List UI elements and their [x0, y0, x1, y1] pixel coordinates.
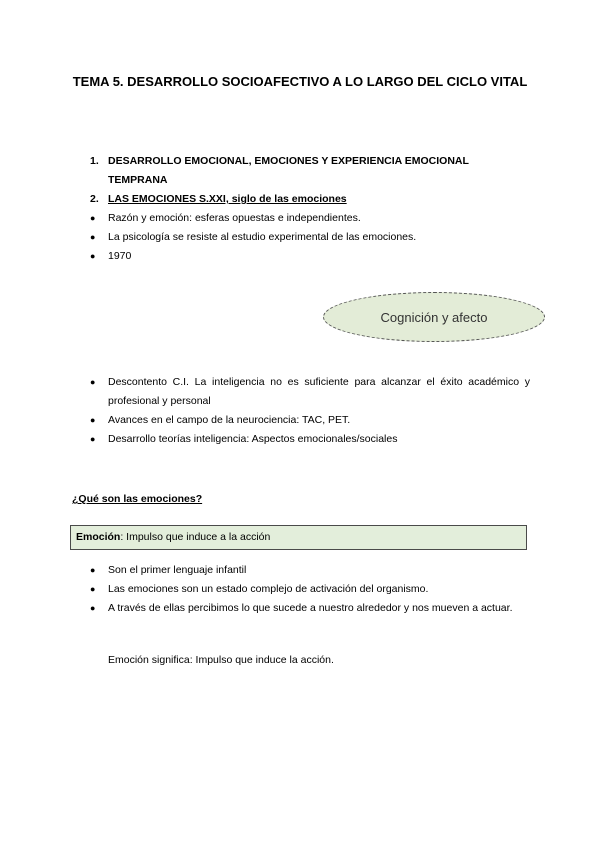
section-heading-2 [90, 190, 530, 209]
list-item: ● Son el primer lenguaje infantil [90, 561, 530, 580]
section-number: 1. [90, 155, 99, 167]
section-number: 2. [90, 193, 99, 205]
bullet-icon: ● [90, 415, 96, 425]
closing-sentence: Emoción significa: Impulso que induce la acción. [108, 654, 334, 666]
section-text: LAS EMOCIONES S.XXI, siglo de las emociones [108, 193, 347, 205]
definition-term: Emoción [76, 531, 121, 543]
list-item: ● Razón y emoción: esferas opuestas e independientes. [90, 209, 530, 228]
list-item: ● Desarrollo teorías inteligencia: Aspectos emocionales/sociales [90, 430, 530, 449]
bullet-icon: ● [90, 377, 96, 387]
section-text: DESARROLLO EMOCIONAL, EMOCIONES Y EXPERIENCIA EMOCIONAL TEMPRANA [108, 155, 469, 186]
bullet-icon: ● [90, 232, 96, 242]
list-item: ● A través de ellas percibimos lo que sucede a nuestro alrededor y nos mueven a actuar. [90, 599, 530, 618]
section-heading-1 [90, 152, 530, 190]
bullet-icon: ● [90, 213, 96, 223]
list-item: ● Descontento C.I. La inteligencia no es suficiente para alcanzar el éxito académico y profesional y personal [90, 373, 530, 411]
definition-box [70, 525, 527, 550]
list-item: ● Avances en el campo de la neurociencia: TAC, PET. [90, 411, 530, 430]
cognition-ellipse [323, 292, 545, 342]
bullet-icon: ● [90, 565, 96, 575]
bullet-icon: ● [90, 434, 96, 444]
question-heading: ¿Qué son las emociones? [72, 493, 203, 505]
definition-text: : Impulso que induce a la acción [120, 531, 271, 543]
list-item: ● Las emociones son un estado complejo de activación del organismo. [90, 580, 530, 599]
page-title: TEMA 5. DESARROLLO SOCIOAFECTIVO A LO LARGO DEL CICLO VITAL [72, 74, 528, 89]
bullet-icon: ● [90, 251, 96, 261]
ellipse-label: Cognición y afecto [380, 309, 488, 325]
list-item: ● La psicología se resiste al estudio experimental de las emociones. [90, 228, 530, 247]
bullet-icon: ● [90, 584, 96, 594]
bullet-icon: ● [90, 603, 96, 613]
list-item: ● 1970 [90, 247, 530, 266]
